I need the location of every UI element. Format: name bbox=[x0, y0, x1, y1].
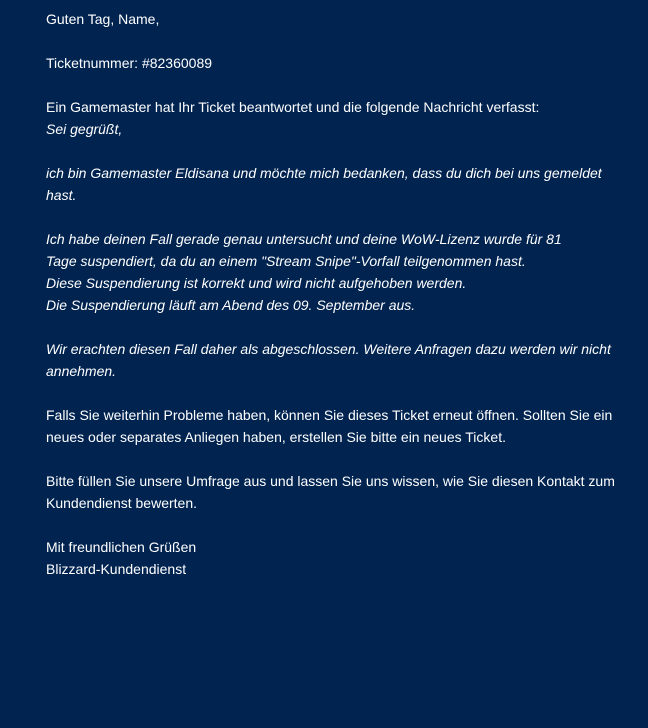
intro-line: Ein Gamemaster hat Ihr Ticket beantwortet und die folgende Nachricht verfasst: bbox=[46, 99, 540, 115]
gm-paragraph-closed: Wir erachten diesen Fall daher als abgeschlossen. Weitere Anfragen dazu werden wir nicht annehmen. bbox=[46, 341, 611, 379]
suspension-line-1: Ich habe deinen Fall gerade genau untersucht und deine WoW-Lizenz wurde für 81 bbox=[46, 231, 562, 247]
signature-block bbox=[46, 536, 628, 580]
ticket-number-line: Ticketnummer: #82360089 bbox=[46, 55, 213, 71]
gm-paragraph-suspension bbox=[46, 228, 628, 316]
gm-message-block bbox=[46, 96, 628, 140]
greeting-line: Guten Tag, Name, bbox=[46, 11, 160, 27]
gm-salutation: Sei gegrüßt, bbox=[46, 121, 123, 137]
survey-paragraph: Bitte füllen Sie unsere Umfrage aus und lassen Sie uns wissen, wie Sie diesen Kontakt zum Kundendienst bewerten. bbox=[46, 473, 615, 511]
reopen-ticket-paragraph: Falls Sie weiterhin Probleme haben, können Sie dieses Ticket erneut öffnen. Sollten Sie ein neues oder separates Anliegen haben, erstellen Sie bitte ein neues Ticket. bbox=[46, 407, 613, 445]
signature-line: Blizzard-Kundendienst bbox=[46, 561, 187, 577]
suspension-line-4: Die Suspendierung läuft am Abend des 09. September aus. bbox=[46, 297, 416, 313]
closing-line: Mit freundlichen Grüßen bbox=[46, 539, 197, 555]
suspension-line-2: Tage suspendiert, da du an einem "Stream Snipe"-Vorfall teilgenommen hast. bbox=[46, 253, 526, 269]
gm-paragraph-thanks: ich bin Gamemaster Eldisana und möchte mich bedanken, dass du dich bei uns gemeldet hast. bbox=[46, 165, 602, 203]
suspension-line-3: Diese Suspendierung ist korrekt und wird nicht aufgehoben werden. bbox=[46, 275, 467, 291]
